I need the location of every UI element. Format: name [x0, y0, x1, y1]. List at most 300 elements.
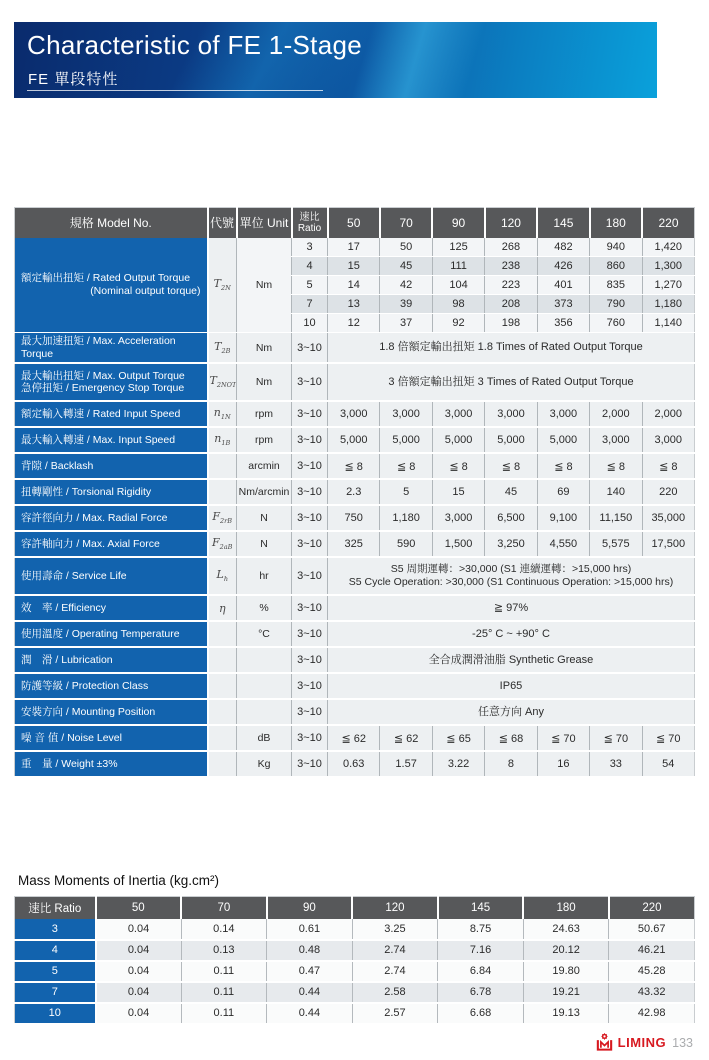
spec-ratio: 3~10	[292, 647, 328, 673]
spec-value-cell: 35,000	[642, 505, 694, 531]
brand-logo-icon	[595, 1033, 614, 1052]
page-subtitle: FE 單段特性	[28, 71, 119, 88]
spec-value-cell: ≦ 8	[432, 453, 484, 479]
spec-label-line: 噪 音 值 / Noise Level	[21, 731, 122, 744]
spec-row	[15, 401, 695, 427]
spec-row	[15, 333, 695, 364]
spec-header-size: 70	[380, 208, 432, 238]
spec-symbol	[208, 453, 237, 479]
spec-symbol	[208, 363, 237, 401]
inertia-value-cell: 0.48	[267, 940, 353, 961]
spec-ratio: 5	[292, 276, 328, 295]
spec-ratio: 3~10	[292, 673, 328, 699]
spec-ratio: 3~10	[292, 363, 328, 401]
spec-span-cell	[328, 363, 695, 401]
spec-value-cell: 1,180	[642, 295, 694, 314]
spec-value-cell: ≦ 70	[537, 725, 589, 751]
spec-value-cell: 69	[537, 479, 589, 505]
spec-value-cell: 6,500	[485, 505, 537, 531]
spec-value-cell: 590	[380, 531, 432, 557]
spec-label	[15, 699, 208, 725]
inertia-value-cell: 0.14	[181, 919, 267, 940]
spec-unit: N	[237, 531, 292, 557]
spec-row	[15, 363, 695, 401]
spec-value-cell: 3,000	[485, 401, 537, 427]
inertia-value-cell: 19.80	[523, 961, 609, 982]
spec-label	[15, 647, 208, 673]
spec-span-cell	[328, 621, 695, 647]
spec-unit: rpm	[237, 427, 292, 453]
spec-value-cell: ≦ 8	[485, 453, 537, 479]
spec-header-size: 145	[537, 208, 589, 238]
spec-unit: Nm	[237, 333, 292, 364]
spec-symbol	[208, 647, 237, 673]
spec-value-cell: 15	[432, 479, 484, 505]
spec-value-cell: 15	[328, 257, 380, 276]
spec-ratio: 3~10	[292, 479, 328, 505]
spec-span-cell	[328, 333, 695, 364]
spec-span-line: 3 倍額定輸出扭矩 3 Times of Rated Output Torque	[388, 375, 634, 388]
spec-row	[15, 751, 695, 777]
spec-value-cell: 92	[432, 314, 484, 333]
spec-label-line: 最大加速扭矩 / Max. Acceleration Torque	[21, 335, 176, 360]
inertia-value-cell: 2.57	[352, 1003, 438, 1024]
spec-span-line: S5 Cycle Operation: >30,000 (S1 Continuous Operation: >15,000 hrs)	[348, 576, 674, 588]
inertia-value-cell: 24.63	[523, 919, 609, 940]
spec-label-line: 額定輸出扭矩 / Rated Output Torque	[21, 272, 191, 285]
inertia-value-cell: 45.28	[609, 961, 695, 982]
spec-header-size: 50	[328, 208, 380, 238]
spec-row	[15, 699, 695, 725]
spec-unit: dB	[237, 725, 292, 751]
page-number: 133	[672, 1035, 693, 1050]
inertia-ratio-cell: 3	[15, 919, 96, 940]
spec-table	[14, 207, 695, 778]
inertia-value-cell: 20.12	[523, 940, 609, 961]
spec-label	[15, 333, 208, 364]
spec-label-line: 額定輸入轉速 / Rated Input Speed	[21, 407, 181, 420]
spec-header-ratio: 速比 Ratio	[292, 208, 328, 238]
spec-row	[15, 621, 695, 647]
spec-symbol	[208, 401, 237, 427]
spec-value-cell: 5,575	[590, 531, 642, 557]
spec-label	[15, 725, 208, 751]
spec-value-cell: 220	[642, 479, 694, 505]
inertia-value-cell: 0.04	[96, 919, 182, 940]
spec-ratio: 7	[292, 295, 328, 314]
spec-value-cell: ≦ 62	[380, 725, 432, 751]
spec-value-cell: ≦ 8	[590, 453, 642, 479]
spec-value-cell: 238	[485, 257, 537, 276]
spec-value-cell: 33	[590, 751, 642, 777]
spec-value-cell: 5,000	[380, 427, 432, 453]
spec-value-cell: 5,000	[485, 427, 537, 453]
spec-value-cell: 2,000	[642, 401, 694, 427]
inertia-header-ratio: 速比 Ratio	[15, 897, 96, 919]
spec-value-cell: 426	[537, 257, 589, 276]
inertia-row	[15, 919, 695, 940]
spec-value-cell: 39	[380, 295, 432, 314]
spec-unit: arcmin	[237, 453, 292, 479]
inertia-table-container	[14, 896, 695, 1025]
spec-value-cell: 3,250	[485, 531, 537, 557]
spec-label	[15, 621, 208, 647]
spec-symbol	[208, 673, 237, 699]
spec-symbol	[208, 531, 237, 557]
inertia-value-cell: 8.75	[438, 919, 524, 940]
spec-value-cell: 3,000	[380, 401, 432, 427]
spec-symbol	[208, 333, 237, 364]
inertia-value-cell: 19.13	[523, 1003, 609, 1024]
spec-value-cell: 3,000	[328, 401, 380, 427]
spec-symbol	[208, 479, 237, 505]
spec-value-cell: 98	[432, 295, 484, 314]
spec-unit	[237, 673, 292, 699]
spec-symbol-text: $n_{1N}$	[213, 406, 231, 422]
inertia-table	[14, 896, 695, 1025]
spec-label-line: 防護等級 / Protection Class	[21, 679, 149, 692]
spec-span-line: S5 周期運轉：>30,000 (S1 連續運轉：>15,000 hrs)	[390, 563, 632, 575]
spec-span-line: 全合成潤滑油脂 Synthetic Grease	[428, 653, 594, 666]
inertia-header-size: 90	[267, 897, 353, 919]
spec-span-cell	[328, 699, 695, 725]
spec-value-cell: 50	[380, 238, 432, 257]
spec-value-cell: 482	[537, 238, 589, 257]
inertia-value-cell: 0.04	[96, 1003, 182, 1024]
spec-label-line: 效 率 / Efficiency	[21, 601, 106, 614]
spec-value-cell: 3,000	[590, 427, 642, 453]
spec-value-cell: 12	[328, 314, 380, 333]
spec-value-cell: 0.63	[328, 751, 380, 777]
inertia-value-cell: 6.68	[438, 1003, 524, 1024]
spec-header-unit: 單位 Unit	[237, 208, 292, 238]
spec-value-cell: 140	[590, 479, 642, 505]
spec-header-size: 220	[642, 208, 694, 238]
spec-value-cell: ≦ 70	[590, 725, 642, 751]
spec-header-size: 120	[485, 208, 537, 238]
inertia-table-title: Mass Moments of Inertia (kg.cm²)	[18, 873, 220, 888]
spec-symbol	[208, 699, 237, 725]
spec-row	[15, 427, 695, 453]
spec-unit: rpm	[237, 401, 292, 427]
spec-span-line: IP65	[499, 679, 523, 692]
spec-value-cell: 5	[380, 479, 432, 505]
spec-value-cell: 104	[432, 276, 484, 295]
spec-ratio: 3	[292, 238, 328, 257]
spec-symbol	[208, 238, 237, 333]
inertia-value-cell: 7.16	[438, 940, 524, 961]
spec-ratio: 3~10	[292, 557, 328, 595]
spec-span-cell	[328, 595, 695, 621]
spec-value-cell: 11,150	[590, 505, 642, 531]
spec-value-cell: 5,000	[328, 427, 380, 453]
inertia-ratio-cell: 7	[15, 982, 96, 1003]
spec-symbol-text: η	[218, 601, 226, 615]
spec-label-line: 背隙 / Backlash	[21, 459, 94, 472]
spec-header-size: 180	[590, 208, 642, 238]
spec-ratio: 3~10	[292, 401, 328, 427]
spec-value-cell: 3,000	[642, 427, 694, 453]
spec-unit: Nm	[237, 363, 292, 401]
spec-unit: Kg	[237, 751, 292, 777]
inertia-value-cell: 0.04	[96, 940, 182, 961]
inertia-value-cell: 0.11	[181, 961, 267, 982]
spec-value-cell: ≦ 62	[328, 725, 380, 751]
inertia-value-cell: 19.21	[523, 982, 609, 1003]
spec-symbol	[208, 621, 237, 647]
spec-value-cell: 268	[485, 238, 537, 257]
spec-ratio: 3~10	[292, 699, 328, 725]
spec-span-cell	[328, 673, 695, 699]
spec-label-line: 最大輸出扭矩 / Max. Output Torque	[21, 369, 185, 382]
inertia-value-cell: 2.74	[352, 940, 438, 961]
inertia-header-size: 50	[96, 897, 182, 919]
inertia-header-size: 70	[181, 897, 267, 919]
spec-symbol	[208, 751, 237, 777]
spec-value-cell: 17	[328, 238, 380, 257]
spec-value-cell: 37	[380, 314, 432, 333]
spec-span-line: 任意方向 Any	[477, 705, 544, 718]
brand-name: LIMING	[617, 1035, 667, 1050]
inertia-row	[15, 961, 695, 982]
spec-unit: Nm/arcmin	[237, 479, 292, 505]
spec-value-cell: 45	[485, 479, 537, 505]
spec-value-cell: 356	[537, 314, 589, 333]
spec-table-container	[14, 207, 695, 778]
spec-label	[15, 479, 208, 505]
spec-label	[15, 557, 208, 595]
spec-value-cell: 2,000	[590, 401, 642, 427]
inertia-value-cell: 0.11	[181, 1003, 267, 1024]
spec-ratio: 3~10	[292, 725, 328, 751]
page-title: Characteristic of FE 1-Stage	[27, 30, 362, 60]
spec-value-cell: 1,300	[642, 257, 694, 276]
inertia-row	[15, 1003, 695, 1024]
spec-row	[15, 479, 695, 505]
inertia-value-cell: 0.47	[267, 961, 353, 982]
spec-value-cell: 1.57	[380, 751, 432, 777]
inertia-value-cell: 0.61	[267, 919, 353, 940]
spec-unit	[237, 647, 292, 673]
spec-value-cell: 750	[328, 505, 380, 531]
spec-symbol	[208, 725, 237, 751]
spec-row	[15, 505, 695, 531]
inertia-value-cell: 0.11	[181, 982, 267, 1003]
inertia-header-size: 145	[438, 897, 524, 919]
spec-label-line: 容許徑向力 / Max. Radial Force	[21, 511, 168, 524]
spec-ratio: 3~10	[292, 621, 328, 647]
spec-header-size: 90	[432, 208, 484, 238]
inertia-ratio-cell: 5	[15, 961, 96, 982]
spec-ratio: 10	[292, 314, 328, 333]
spec-value-cell: 13	[328, 295, 380, 314]
spec-span-cell	[328, 647, 695, 673]
spec-ratio: 3~10	[292, 333, 328, 364]
spec-label-line: 使用壽命 / Service Life	[21, 569, 127, 582]
spec-symbol	[208, 557, 237, 595]
spec-value-cell: 208	[485, 295, 537, 314]
spec-span-line: -25° C ~ +90° C	[472, 627, 550, 640]
inertia-header-size: 220	[609, 897, 695, 919]
inertia-header-size: 180	[523, 897, 609, 919]
spec-symbol-text: $L_h$	[216, 568, 228, 584]
spec-value-cell: ≦ 65	[432, 725, 484, 751]
spec-value-cell: 373	[537, 295, 589, 314]
spec-value-cell: ≦ 8	[537, 453, 589, 479]
spec-ratio: 3~10	[292, 505, 328, 531]
spec-symbol-text: $F_{2aB}$	[212, 536, 233, 552]
spec-row	[15, 725, 695, 751]
spec-value-cell: 1,140	[642, 314, 694, 333]
spec-ratio: 3~10	[292, 595, 328, 621]
spec-label	[15, 401, 208, 427]
spec-value-cell: 5,000	[537, 427, 589, 453]
spec-value-cell: ≦ 70	[642, 725, 694, 751]
spec-unit: Nm	[237, 238, 292, 333]
spec-value-cell: 9,100	[537, 505, 589, 531]
spec-header-code: 代號	[208, 208, 237, 238]
spec-header-row	[15, 208, 695, 238]
spec-symbol	[208, 505, 237, 531]
spec-value-cell: 42	[380, 276, 432, 295]
spec-label-line: 最大輸入轉速 / Max. Input Speed	[21, 433, 176, 446]
spec-symbol-text: $T_{2NOT}$	[209, 374, 237, 390]
spec-value-cell: ≦ 8	[380, 453, 432, 479]
spec-unit: hr	[237, 557, 292, 595]
spec-label	[15, 505, 208, 531]
inertia-row	[15, 940, 695, 961]
inertia-value-cell: 2.74	[352, 961, 438, 982]
spec-symbol	[208, 595, 237, 621]
page-footer	[595, 1033, 693, 1052]
spec-unit: N	[237, 505, 292, 531]
spec-label-line: 潤 滑 / Lubrication	[21, 653, 113, 666]
spec-unit: %	[237, 595, 292, 621]
spec-ratio: 3~10	[292, 427, 328, 453]
inertia-header-row	[15, 897, 695, 919]
spec-label	[15, 673, 208, 699]
spec-label-line: (Nominal output torque)	[90, 284, 201, 297]
spec-value-cell: 14	[328, 276, 380, 295]
spec-value-cell: 1,180	[380, 505, 432, 531]
spec-value-cell: ≦ 8	[328, 453, 380, 479]
inertia-table-body	[15, 919, 695, 1024]
spec-row	[15, 595, 695, 621]
inertia-value-cell: 6.78	[438, 982, 524, 1003]
spec-ratio: 3~10	[292, 453, 328, 479]
spec-label-line: 使用溫度 / Operating Temperature	[21, 627, 180, 640]
spec-unit: °C	[237, 621, 292, 647]
spec-label	[15, 427, 208, 453]
inertia-value-cell: 0.04	[96, 982, 182, 1003]
spec-span-line: 1.8 倍額定輸出扭矩 1.8 Times of Rated Output Torque	[379, 341, 643, 353]
inertia-value-cell: 43.32	[609, 982, 695, 1003]
spec-row	[15, 531, 695, 557]
spec-label-line: 重 量 / Weight ±3%	[21, 757, 118, 770]
spec-label	[15, 531, 208, 557]
inertia-value-cell: 6.84	[438, 961, 524, 982]
spec-value-cell: ≦ 8	[642, 453, 694, 479]
spec-header-model: 規格 Model No.	[15, 208, 208, 238]
inertia-header-size: 120	[352, 897, 438, 919]
spec-row	[15, 647, 695, 673]
inertia-ratio-cell: 10	[15, 1003, 96, 1024]
inertia-value-cell: 2.58	[352, 982, 438, 1003]
spec-symbol-text: $T_{2N}$	[213, 277, 231, 293]
spec-value-cell: 3.22	[432, 751, 484, 777]
spec-ratio: 3~10	[292, 531, 328, 557]
spec-label	[15, 595, 208, 621]
spec-label	[15, 751, 208, 777]
spec-value-cell: 1,270	[642, 276, 694, 295]
inertia-value-cell: 0.44	[267, 1003, 353, 1024]
spec-label	[15, 363, 208, 401]
spec-value-cell: 8	[485, 751, 537, 777]
spec-value-cell: ≦ 68	[485, 725, 537, 751]
spec-value-cell: 790	[590, 295, 642, 314]
spec-value-cell: 16	[537, 751, 589, 777]
spec-ratio: 3~10	[292, 751, 328, 777]
spec-span-cell	[328, 557, 695, 595]
inertia-value-cell: 0.04	[96, 961, 182, 982]
spec-value-cell: 45	[380, 257, 432, 276]
spec-value-cell: 401	[537, 276, 589, 295]
spec-value-cell: 54	[642, 751, 694, 777]
spec-table-header	[15, 208, 695, 238]
spec-value-cell: 860	[590, 257, 642, 276]
spec-value-cell: 17,500	[642, 531, 694, 557]
inertia-table-header	[15, 897, 695, 919]
inertia-value-cell: 3.25	[352, 919, 438, 940]
inertia-ratio-cell: 4	[15, 940, 96, 961]
spec-symbol-text: $F_{2rB}$	[212, 510, 233, 526]
spec-label-line: 扭轉剛性 / Torsional Rigidity	[21, 485, 152, 498]
inertia-value-cell: 42.98	[609, 1003, 695, 1024]
spec-value-cell: 1,420	[642, 238, 694, 257]
banner-underline	[27, 90, 323, 91]
spec-value-cell: 325	[328, 531, 380, 557]
spec-label	[15, 238, 208, 333]
spec-row	[15, 673, 695, 699]
spec-span-line: ≧ 97%	[493, 601, 529, 614]
spec-value-cell: 111	[432, 257, 484, 276]
spec-value-cell: 835	[590, 276, 642, 295]
spec-table-body	[15, 238, 695, 778]
spec-symbol	[208, 427, 237, 453]
spec-value-cell: 3,000	[537, 401, 589, 427]
inertia-row	[15, 982, 695, 1003]
spec-ratio: 4	[292, 257, 328, 276]
spec-value-cell: 1,500	[432, 531, 484, 557]
spec-symbol-text: $n_{1B}$	[214, 432, 231, 448]
spec-value-cell: 3,000	[432, 505, 484, 531]
spec-label-line: 容許軸向力 / Max. Axial Force	[21, 537, 160, 550]
spec-value-cell: 760	[590, 314, 642, 333]
spec-value-cell: 2.3	[328, 479, 380, 505]
inertia-value-cell: 46.21	[609, 940, 695, 961]
spec-value-cell: 4,550	[537, 531, 589, 557]
spec-row	[15, 453, 695, 479]
spec-value-cell: 3,000	[432, 401, 484, 427]
spec-label-line: 急停扭矩 / Emergency Stop Torque	[21, 382, 185, 394]
spec-row	[15, 238, 695, 257]
spec-value-cell: 940	[590, 238, 642, 257]
spec-label	[15, 453, 208, 479]
inertia-value-cell: 0.44	[267, 982, 353, 1003]
spec-symbol-text: $T_{2B}$	[214, 339, 231, 356]
spec-unit	[237, 699, 292, 725]
spec-value-cell: 125	[432, 238, 484, 257]
